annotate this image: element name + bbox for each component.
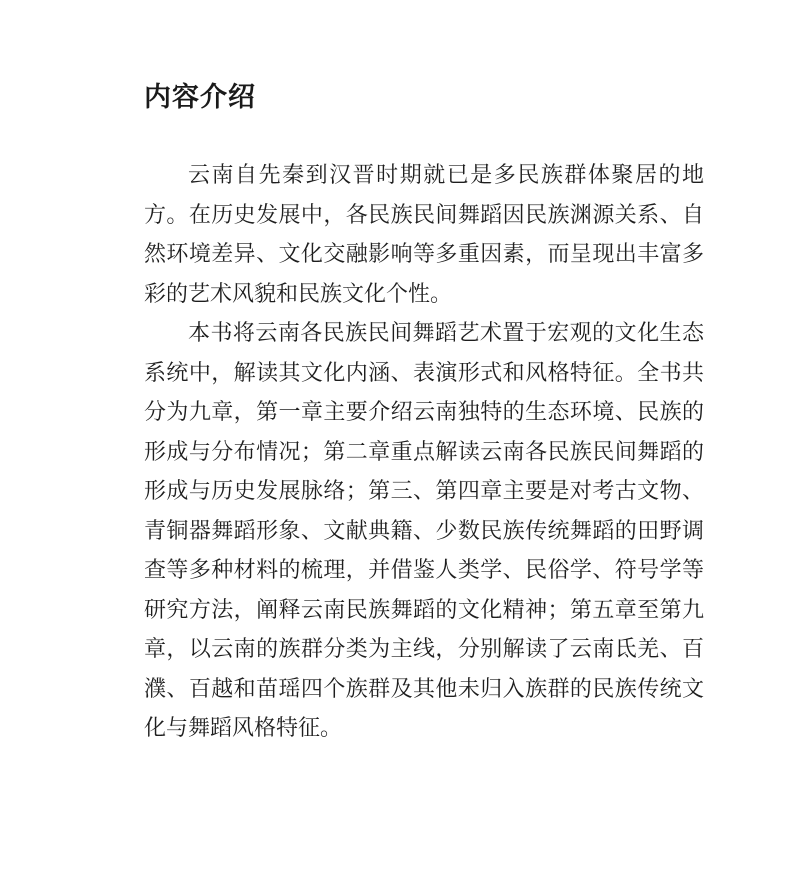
page-title: 内容介绍 — [144, 82, 256, 113]
paragraph-intro: 云南自先秦到汉晋时期就已是多民族群体聚居的地方。在历史发展中，各民族民间舞蹈因民族渊源关系、自然环境差异、文化交融影响等多重因素，而呈现出丰富多彩的艺术风貌和民族文化个性。 — [144, 163, 704, 307]
paragraph-book-overview: 本书将云南各民族民间舞蹈艺术置于宏观的文化生态系统中，解读其文化内涵、表演形式和风格特征。全书共分为九章，第一章主要介绍云南独特的生态环境、民族的形成与分布情况；第二章重点解读云南各民族民间舞蹈的形成与历史发展脉络；第三、第四章主要是对考古文物、青铜器舞蹈形象、文献典籍、少数民族传统舞蹈的田野调查等多种材料的梳理，并借鉴人类学、民俗学、符号学等研究方法，阐释云南民族舞蹈的文化精神；第五章至第九章，以云南的族群分类为主线，分别解读了云南氐羌、百濮、百越和苗瑶四个族群及其他未归入族群的民族传统文化与舞蹈风格特征。 — [144, 321, 704, 741]
content-body — [144, 156, 704, 749]
